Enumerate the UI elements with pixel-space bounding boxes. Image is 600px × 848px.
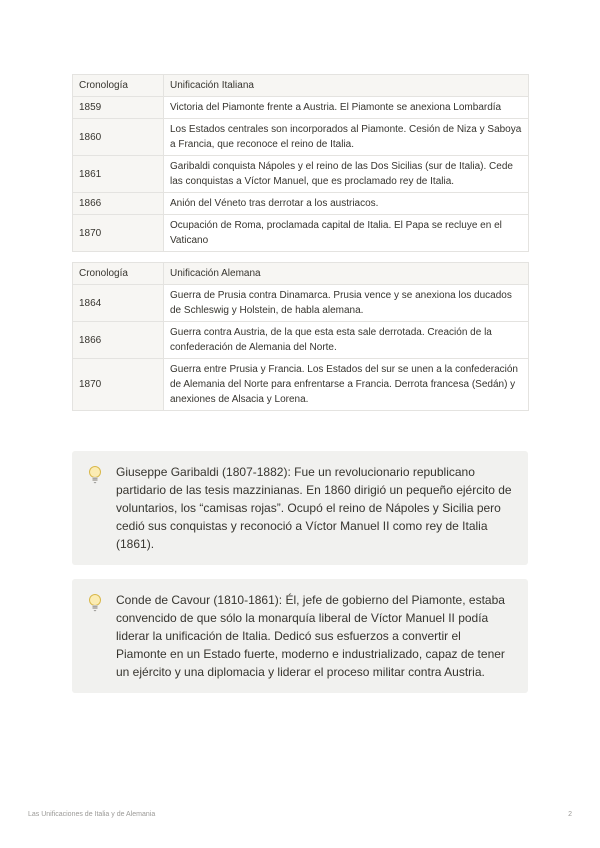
event-cell: Los Estados centrales son incorporados al Piamonte. Cesión de Niza y Saboya a Francia, que reconoce el reino de Italia. <box>164 119 529 156</box>
event-cell: Garibaldi conquista Nápoles y el reino de las Dos Sicilias (sur de Italia). Cede las conquistas a Víctor Manuel, que es proclamado rey de Italia. <box>164 156 529 193</box>
table-row <box>73 193 529 215</box>
table-row <box>73 285 529 322</box>
year-cell: 1861 <box>73 156 164 193</box>
table-header-row <box>73 263 529 285</box>
year-cell: 1866 <box>73 322 164 359</box>
year-cell: 1870 <box>73 359 164 411</box>
chronology-table-italy <box>72 74 529 252</box>
event-cell: Guerra contra Austria, de la que esta esta sale derrotada. Creación de la confederación de Alemania del Norte. <box>164 322 529 359</box>
lightbulb-icon <box>87 465 103 485</box>
table-row <box>73 359 529 411</box>
column-header-unification: Unificación Italiana <box>164 75 529 97</box>
column-header-chronology: Cronología <box>73 75 164 97</box>
page-number: 2 <box>568 811 572 818</box>
footer-title: Las Unificaciones de Italia y de Alemania <box>28 811 156 818</box>
event-cell: Guerra entre Prusia y Francia. Los Estados del sur se unen a la confederación de Alemania del Norte para enfrentarse a Francia. Derrota francesa (Sedán) y anexiones de Alsacia y Lorena. <box>164 359 529 411</box>
table-row <box>73 97 529 119</box>
lightbulb-icon <box>87 593 103 613</box>
event-cell: Anión del Véneto tras derrotar a los austriacos. <box>164 193 529 215</box>
column-header-chronology: Cronología <box>73 263 164 285</box>
table-row <box>73 119 529 156</box>
page-content <box>72 74 528 707</box>
callout-garibaldi <box>72 451 528 565</box>
year-cell: 1866 <box>73 193 164 215</box>
table-row <box>73 322 529 359</box>
column-header-unification: Unificación Alemana <box>164 263 529 285</box>
event-cell: Victoria del Piamonte frente a Austria. El Piamonte se anexiona Lombardía <box>164 97 529 119</box>
callout-text: Conde de Cavour (1810-1861): Él, jefe de gobierno del Piamonte, estaba convencido de que sólo la monarquía liberal de Víctor Manuel II podía liderar la unificación de Italia. Dedicó sus esfuerzos a convertir el Piamonte en un Estado fuerte, moderno e industrializado, capaz de tener un ejército y una diplomacia y liderar el proceso militar contra Austria. <box>116 593 505 679</box>
year-cell: 1859 <box>73 97 164 119</box>
callout-cavour <box>72 579 528 693</box>
section-spacer <box>72 421 528 451</box>
callout-text: Giuseppe Garibaldi (1807-1882): Fue un revolucionario republicano partidario de las tesis mazzinianas. En 1860 dirigió un pequeño ejército de voluntarios, los “camisas rojas”. Ocupó el reino de Nápoles y Sicilia pero cedió sus conquistas y reconoció a Víctor Manuel II como rey de Italia (1861). <box>116 465 512 551</box>
year-cell: 1870 <box>73 215 164 252</box>
chronology-table-germany <box>72 262 529 411</box>
table-row <box>73 156 529 193</box>
event-cell: Guerra de Prusia contra Dinamarca. Prusia vence y se anexiona los ducados de Schleswig y Holstein, de habla alemana. <box>164 285 529 322</box>
event-cell: Ocupación de Roma, proclamada capital de Italia. El Papa se recluye en el Vaticano <box>164 215 529 252</box>
year-cell: 1864 <box>73 285 164 322</box>
table-header-row <box>73 75 529 97</box>
year-cell: 1860 <box>73 119 164 156</box>
page-footer <box>28 811 572 818</box>
table-row <box>73 215 529 252</box>
